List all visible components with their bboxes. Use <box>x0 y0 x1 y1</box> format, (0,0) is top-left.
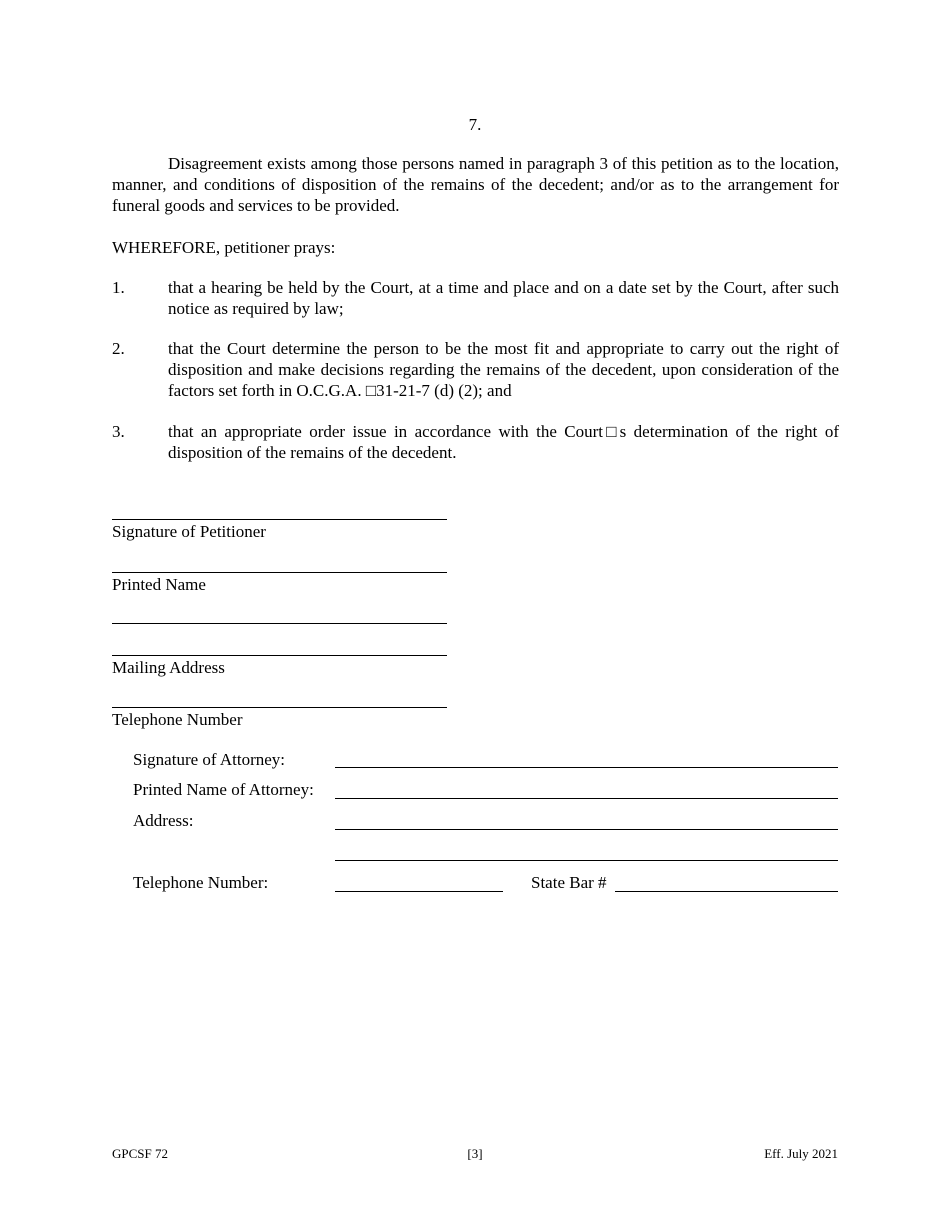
petitioner-telephone-label: Telephone Number <box>112 710 243 729</box>
prayer-item-3 <box>112 421 839 463</box>
petitioner-signature-label: Signature of Petitioner <box>112 522 266 541</box>
paragraph-text: Disagreement exists among those persons named in paragraph 3 of this petition as to the location, manner, and conditions of disposition of the remains of the decedent; and/or as to the arrangement for funeral goods and services to be provided. <box>112 154 839 215</box>
attorney-address-line-1[interactable] <box>335 829 838 830</box>
footer-form-id: GPCSF 72 <box>112 1146 168 1161</box>
petitioner-mailing-address-label: Mailing Address <box>112 658 225 677</box>
prayer-item-1 <box>112 277 839 319</box>
prayer-number: 3. <box>112 422 125 441</box>
petitioner-printed-name-line[interactable] <box>112 572 447 573</box>
footer-effective-date: Eff. July 2021 <box>764 1146 838 1161</box>
attorney-signature-line[interactable] <box>335 767 838 768</box>
petitioner-printed-name-label: Printed Name <box>112 575 206 594</box>
wherefore-heading: WHEREFORE, petitioner prays: <box>112 238 336 257</box>
attorney-telephone-label: Telephone Number: <box>133 873 269 892</box>
attorney-address-label: Address: <box>133 811 194 830</box>
state-bar-line[interactable] <box>615 891 838 892</box>
state-bar-label: State Bar # <box>531 873 607 892</box>
attorney-address-line-2[interactable] <box>335 860 838 861</box>
petitioner-address-line-2[interactable] <box>112 655 447 656</box>
footer-page-number: [3] <box>467 1146 483 1161</box>
petitioner-signature-line[interactable] <box>112 519 447 520</box>
prayer-text: that an appropriate order issue in accordance with the Court□s determination of the right of disposition of the remains of the decedent. <box>168 422 839 462</box>
prayer-number: 2. <box>112 339 125 358</box>
petitioner-telephone-line[interactable] <box>112 707 447 708</box>
attorney-telephone-line[interactable] <box>335 891 503 892</box>
petitioner-address-line-1[interactable] <box>112 623 447 624</box>
paragraph-number: 7. <box>468 115 482 134</box>
prayer-text: that the Court determine the person to be the most fit and appropriate to carry out the right of disposition and make decisions regarding the remains of the decedent, upon consideration of the factors set forth in O.C.G.A. □31-21-7 (d) (2); and <box>168 339 839 400</box>
attorney-printed-name-line[interactable] <box>335 798 838 799</box>
prayer-number: 1. <box>112 278 125 297</box>
prayer-item-2 <box>112 338 839 401</box>
attorney-printed-name-label: Printed Name of Attorney: <box>133 780 314 799</box>
prayer-text: that a hearing be held by the Court, at a time and place and on a date set by the Court, after such notice as required by law; <box>168 278 839 318</box>
attorney-signature-label: Signature of Attorney: <box>133 750 286 769</box>
